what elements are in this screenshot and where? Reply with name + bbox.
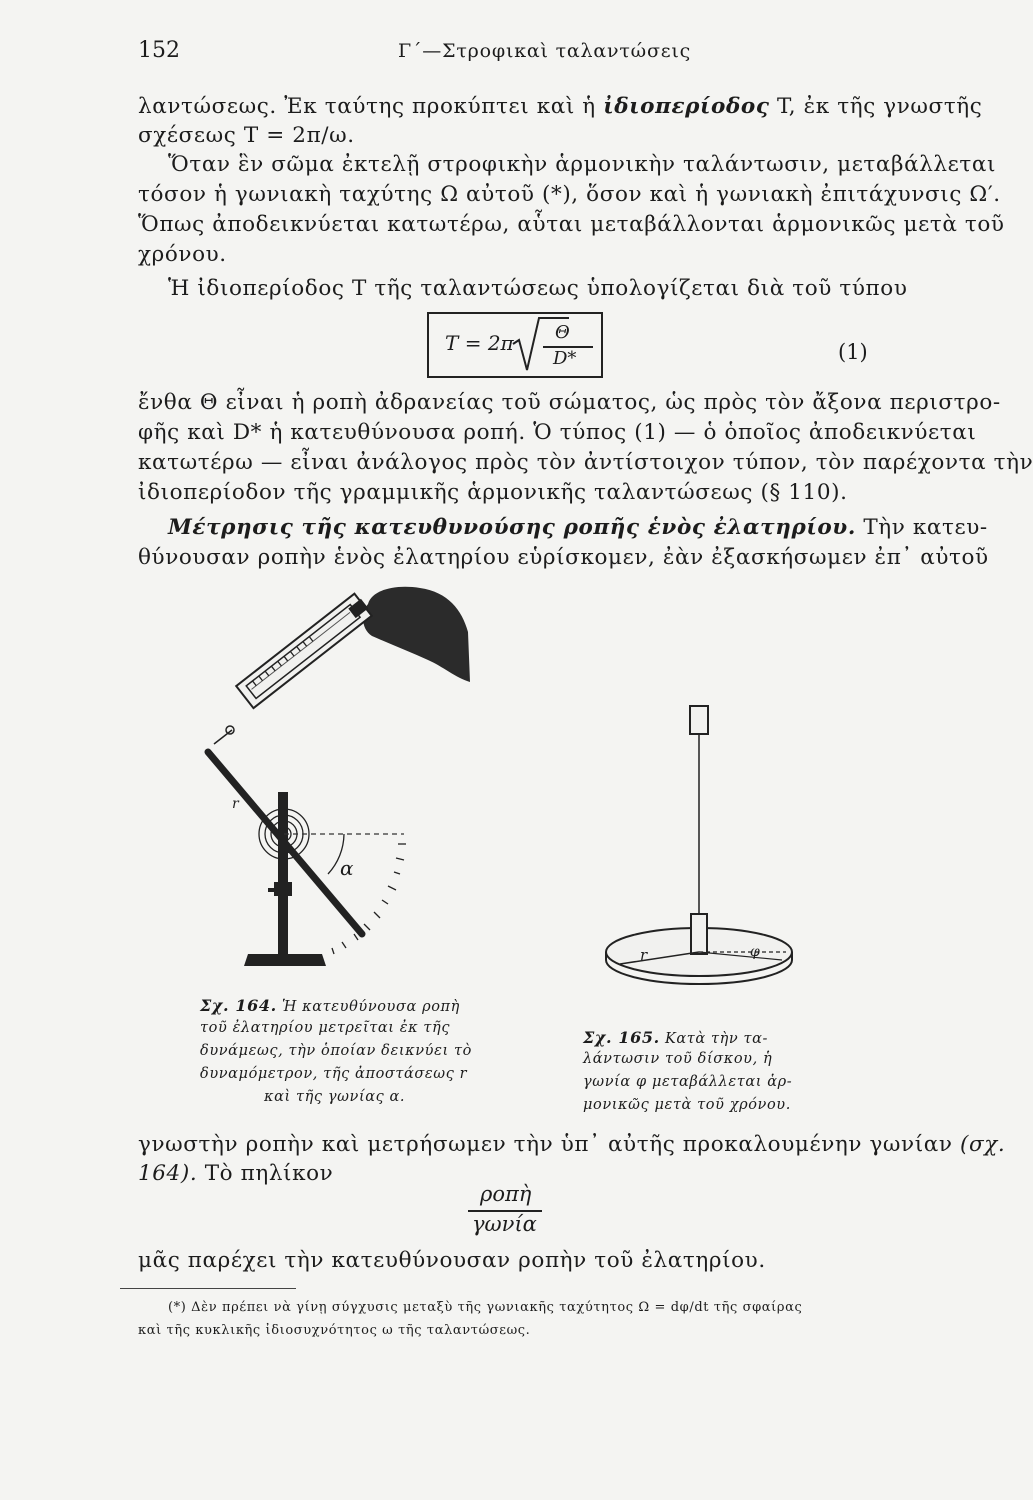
formula-numerator: Θ <box>555 322 570 343</box>
body-line: λαντώσεως. Ἐκ ταύτης προκύπτει καὶ ἡ ἰδιοπερίοδος T, ἐκ τῆς γνωστῆς <box>138 94 983 119</box>
fraction-denominator: γωνία <box>472 1212 537 1236</box>
body-line: φῆς καὶ D* ἡ κατευθύνουσα ροπή. Ὁ τύπος (1) — ὁ ὁποῖος ἀποδεικνύεται <box>138 420 977 445</box>
body-line: θύνουσαν ροπὴν ἑνὸς ἐλατηρίου εὑρίσκομεν, ἐὰν ἐξασκήσωμεν ἐπ᾽ αὐτοῦ <box>138 545 989 570</box>
body-line: κατωτέρω — εἶναι ἀνάλογος πρὸς τὸν ἀντίστοιχον τύπον, τὸν παρέχοντα τὴν <box>138 450 1033 475</box>
footnote-rule <box>120 1288 296 1289</box>
caption-164-line: τοῦ ἐλατηρίου μετρεῖται ἐκ τῆς <box>200 1020 451 1036</box>
caption-165-number: Σχ. 165. <box>583 1028 660 1047</box>
term-eigenperiod: ἰδιοπερίοδος <box>603 94 770 119</box>
body-line: μᾶς παρέχει τὴν κατευθύνουσαν ροπὴν τοῦ ἐλατηρίου. <box>138 1248 766 1273</box>
label-alpha-164: α <box>340 856 354 880</box>
page-number: 152 <box>138 38 180 63</box>
formula-lhs: T = 2π <box>445 331 514 355</box>
hand-shape <box>363 587 470 682</box>
label-phi-165: φ <box>750 944 760 960</box>
footnote-line: καὶ τῆς κυκλικῆς ἰδιοσυχνότητος ω τῆς ταλαντώσεως. <box>138 1323 531 1338</box>
running-title: Γ΄—Στροφικαὶ ταλαντώσεις <box>398 40 692 62</box>
caption-165-line: γωνία φ μεταβάλλεται ἁρ- <box>583 1074 793 1090</box>
caption-164-line: Σχ. 164. Ἡ κατευθύνουσα ροπὴ <box>200 996 460 1015</box>
label-r-165: r <box>640 946 648 964</box>
caption-164-line: δυναμόμετρον, τῆς ἀποστάσεως r <box>200 1066 468 1082</box>
caption-164-number: Σχ. 164. <box>200 996 277 1015</box>
formula-denominator: D* <box>553 348 577 369</box>
body-line: Ὅπως ἀποδεικνύεται κατωτέρω, αὗται μεταβάλλονται ἁρμονικῶς μετὰ τοῦ <box>138 212 1005 237</box>
caption-164-line: δυνάμεως, τὴν ὁποίαν δεικνύει τὸ <box>200 1043 472 1059</box>
body-line: τόσον ἡ γωνιακὴ ταχύτης Ω αὐτοῦ (*), ὅσον καὶ ἡ γωνιακὴ ἐπιτάχυνσις Ω′. <box>138 182 1001 207</box>
figure-165-illustration <box>600 702 800 1002</box>
footnote-line: (*) Δὲν πρέπει νὰ γίνῃ σύγχυσις μεταξὺ τῆς γωνιακῆς ταχύτητος Ω = dφ/dt τῆς σφαίρας <box>168 1300 803 1315</box>
body-line: Ἡ ἰδιοπερίοδος T τῆς ταλαντώσεως ὑπολογίζεται διὰ τοῦ τύπου <box>168 276 908 301</box>
body-line: γνωστὴν ροπὴν καὶ μετρήσωμεν τὴν ὑπ᾽ αὐτῆς προκαλουμένην γωνίαν (σχ. <box>138 1132 1006 1157</box>
equation-label: (1) <box>838 340 868 364</box>
figure-164-illustration <box>190 582 490 1002</box>
body-line: ἔνθα Θ εἶναι ἡ ροπὴ ἀδρανείας τοῦ σώματος, ὡς πρὸς τὸν ἄξονα περιστρο- <box>138 390 1001 415</box>
body-line: σχέσεως T = 2π/ω. <box>138 123 355 148</box>
body-line: ἰδιοπερίοδον τῆς γραμμικῆς ἁρμονικῆς ταλαντώσεως (§ 110). <box>138 480 848 505</box>
caption-165-line: μονικῶς μετὰ τοῦ χρόνου. <box>583 1097 791 1113</box>
section-heading: Μέτρησις τῆς κατευθυνούσης ροπῆς ἑνὸς ἐλατηρίου. <box>168 515 856 540</box>
body-line: χρόνου. <box>138 242 227 267</box>
caption-165-line: Σχ. 165. Κατὰ τὴν τα- <box>583 1028 769 1047</box>
caption-164-line: καὶ τῆς γωνίας α. <box>264 1089 406 1105</box>
body-line: 164). Τὸ πηλίκον <box>138 1161 334 1186</box>
body-line: Μέτρησις τῆς κατευθυνούσης ροπῆς ἑνὸς ἐλατηρίου. Τὴν κατευ- <box>168 515 988 540</box>
body-line: Ὅταν ἓν σῶμα ἐκτελῇ στροφικὴν ἁρμονικὴν ταλάντωσιν, μεταβάλλεται <box>168 152 997 177</box>
label-r-164: r <box>232 796 239 812</box>
formula-box <box>427 312 603 378</box>
caption-165-line: λάντωσιν τοῦ δίσκου, ἡ <box>583 1051 773 1067</box>
fraction-numerator: ροπὴ <box>480 1182 532 1206</box>
